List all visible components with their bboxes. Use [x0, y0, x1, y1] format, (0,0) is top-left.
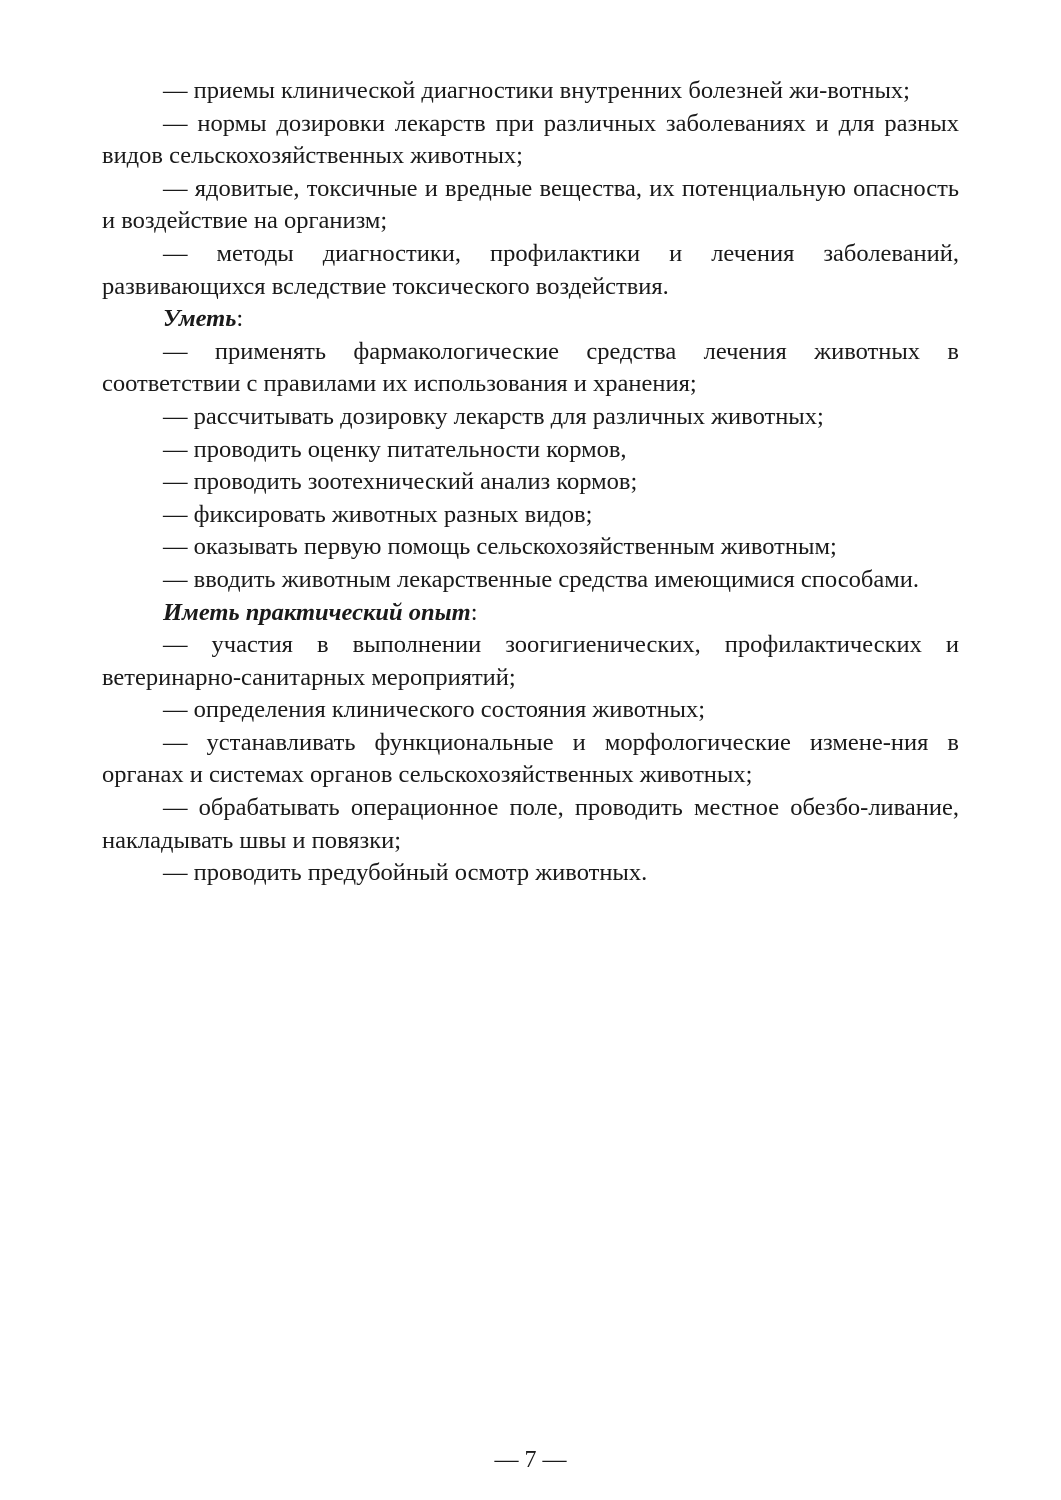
list-item: — ядовитые, токсичные и вредные вещества, их потенциальную опасность и воздействие на организм;: [102, 174, 959, 235]
list-item: — участия в выполнении зоогигиенических, профилактических и ветеринарно-санитарных мероприятий;: [102, 631, 959, 691]
experience-list: [102, 629, 959, 890]
heading-text: Уметь: [163, 305, 237, 333]
page-content: [102, 75, 959, 890]
list-item: — проводить зоотехнический анализ кормов;: [163, 468, 638, 496]
list-item: — нормы дозировки лекарств при различных заболеваниях и для разных видов сельскохозяйственных животных;: [102, 109, 959, 170]
list-item: — проводить предубойный осмотр животных.: [163, 859, 648, 887]
knowledge-list: [102, 75, 959, 303]
section-heading-skills: [102, 303, 959, 336]
list-item: — определения клинического состояния животных;: [163, 696, 706, 724]
heading-colon: :: [470, 598, 478, 626]
list-item: — рассчитывать дозировку лекарств для различных животных;: [163, 402, 824, 430]
heading-text: Иметь практический опыт: [163, 598, 471, 626]
list-item: — методы диагностики, профилактики и лечения заболеваний, развивающихся вследствие токсического воздействия.: [102, 239, 959, 300]
list-item: — приемы клинической диагностики внутренних болезней жи-вотных;: [163, 77, 910, 104]
list-item: — фиксировать животных разных видов;: [163, 500, 593, 528]
skills-list: [102, 336, 959, 597]
list-item: — устанавливать функциональные и морфологические измене-ния в органах и системах органов сельскохозяйственных животных;: [102, 728, 959, 789]
list-item: — применять фармакологические средства лечения животных в соответствии с правилами их использования и хранения;: [102, 337, 959, 398]
section-heading-experience: [102, 597, 959, 630]
page-number: — 7 —: [494, 1447, 567, 1473]
list-item: — вводить животным лекарственные средства имеющимися способами.: [163, 565, 919, 593]
list-item: — оказывать первую помощь сельскохозяйственным животным;: [163, 533, 837, 561]
heading-colon: :: [236, 305, 244, 333]
list-item: — обрабатывать операционное поле, проводить местное обезбо-ливание, накладывать швы и повязки;: [102, 794, 959, 854]
list-item: — проводить оценку питательности кормов,: [163, 435, 627, 463]
